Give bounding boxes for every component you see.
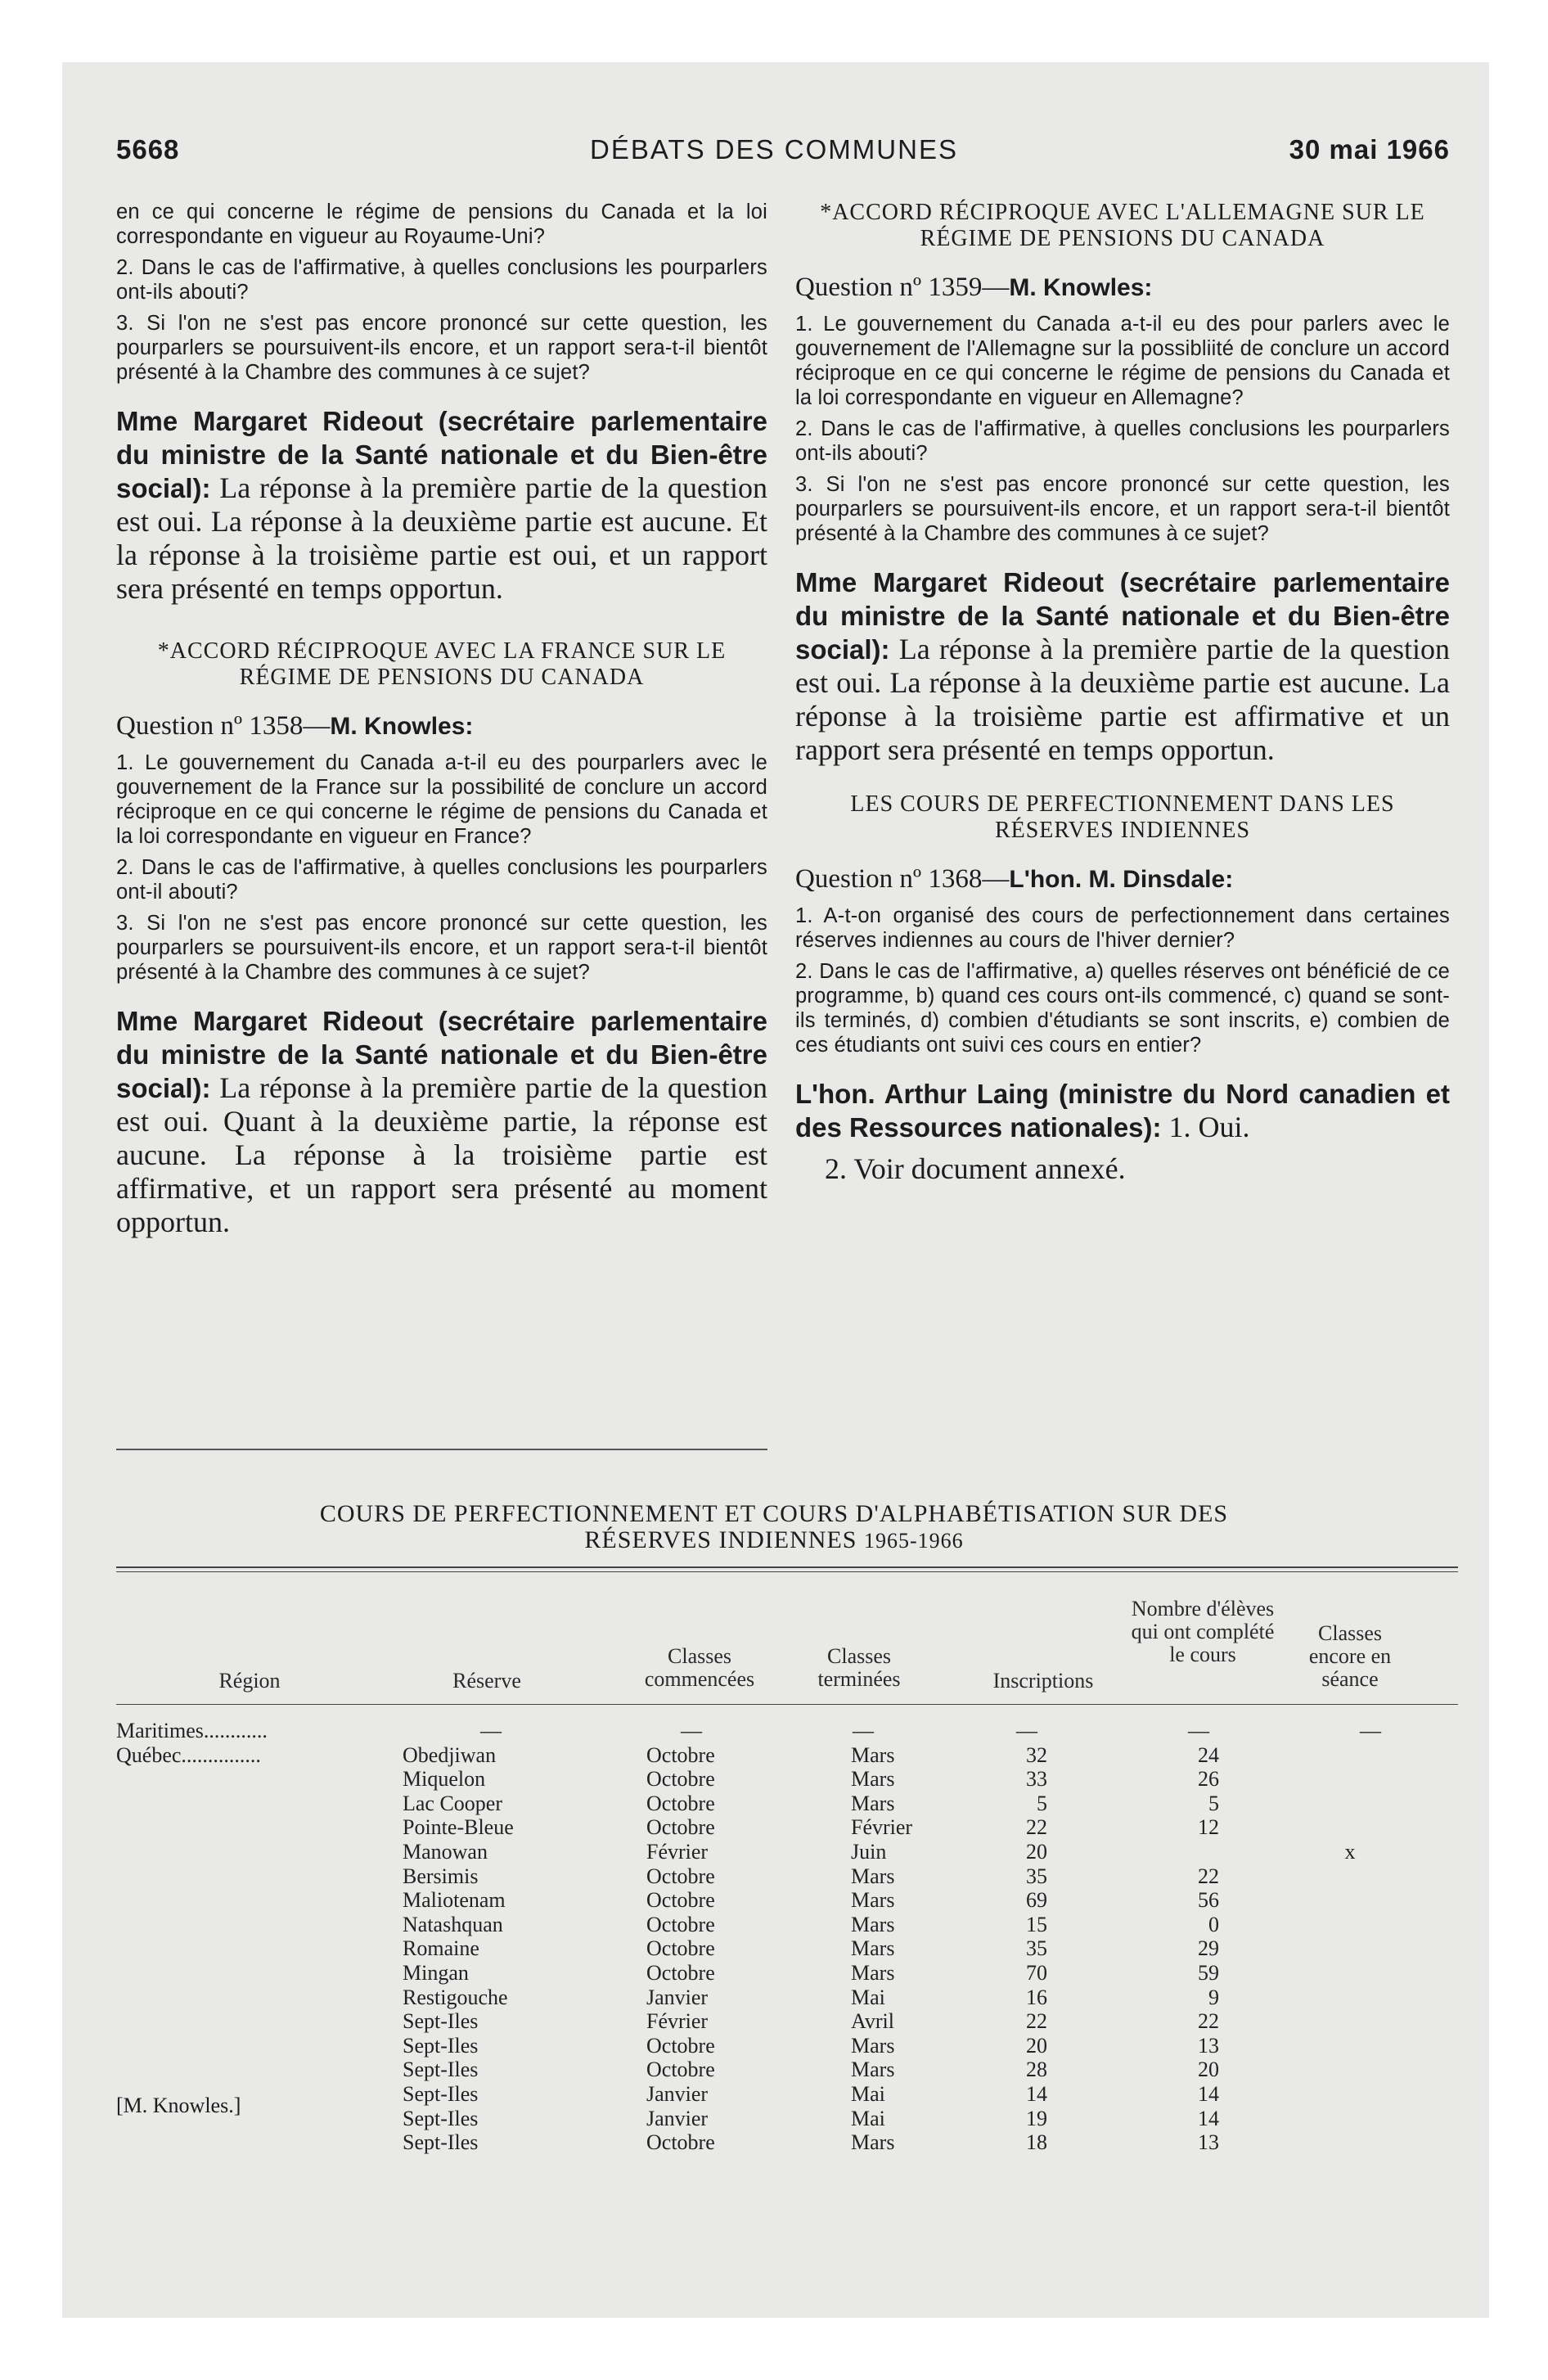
table-cell-ended: Mars <box>851 1888 895 1913</box>
table-cell-started: Octobre <box>646 1815 715 1840</box>
paragraph: 3. Si l'on ne s'est pas encore prononcé sur cette question, les pourparlers se poursuivent-ils encore, et un rapport sera-t-il bientôt présenté à la Chambre des communes à ce sujet? <box>116 312 767 384</box>
table-cell-reserve: Natashquan <box>403 1912 503 1936</box>
table-cell-started: Octobre <box>646 2058 715 2082</box>
table-cell-started: Février <box>646 1840 709 1864</box>
table-title-years: 1965-1966 <box>863 1529 964 1553</box>
table-cell-completed: 22 <box>1198 2009 1219 2034</box>
table-cell-reserve: Sept-Iles <box>403 2033 479 2058</box>
table-cell-ended: Juin <box>851 1840 887 1864</box>
table-cell-reserve: Sept-Iles <box>403 2082 479 2106</box>
table-cell-started: Octobre <box>646 1888 715 1913</box>
table-cell-enrolled: 35 <box>1026 1936 1047 1961</box>
paragraph: 2. Dans le cas de l'affirmative, à quelles conclusions les pourparlers ont-ils abouti? <box>795 417 1450 465</box>
table-cell-enrolled: 19 <box>1026 2106 1047 2130</box>
table-cell-reserve: Restigouche <box>403 1985 508 2009</box>
question-author: M. Knowles: <box>330 713 474 740</box>
table-cell-ended: Mars <box>851 1912 895 1936</box>
left-column <box>116 200 767 1264</box>
paragraph: 1. A-t-on organisé des cours de perfectionnement dans certaines réserves indiennes au cours de l'hiver dernier? <box>795 904 1450 952</box>
table-cell-enrolled: 20 <box>1026 2033 1047 2058</box>
column-divider-rule <box>116 1449 767 1450</box>
table-cell-ended: Mars <box>851 1864 895 1888</box>
table-cell-ended: Mai <box>851 1985 885 2009</box>
table-cell-ongoing: x <box>1344 1840 1356 1864</box>
table-cell-ended: Mars <box>851 1742 895 1767</box>
table-cell-completed: 14 <box>1198 2106 1219 2130</box>
section-title: LES COURS DE PERFECTIONNEMENT DANS LES RÉSERVES INDIENNES <box>850 791 1395 843</box>
table-cell-enrolled: 5 <box>1037 1791 1047 1815</box>
table-cell-started: Octobre <box>646 1961 715 1985</box>
table-cell-ended: — <box>853 1719 874 1742</box>
table-cell-completed: 24 <box>1198 1742 1219 1767</box>
table-cell-reserve: Mingan <box>403 1961 469 1985</box>
section-title: *ACCORD RÉCIPROQUE AVEC LA FRANCE SUR LE RÉGIME DE PENSIONS DU CANADA <box>157 638 727 690</box>
table-cell-reserve: Sept-Iles <box>403 2130 479 2155</box>
table-cell-enrolled: 32 <box>1026 1742 1047 1767</box>
table-cell-started: Octobre <box>646 1936 715 1961</box>
table-cell-ended: Mars <box>851 2058 895 2082</box>
table-cell-enrolled: 22 <box>1026 2009 1047 2034</box>
paragraph: 3. Si l'on ne s'est pas encore prononcé sur cette question, les pourparlers se poursuivent-ils encore, et un rapport sera-t-il bientôt présenté à la Chambre des communes à ce sujet? <box>116 912 767 984</box>
table-cell-completed: 20 <box>1198 2058 1219 2082</box>
table-cell-completed: — <box>1188 1719 1209 1742</box>
table-cell-completed: 59 <box>1198 1961 1219 1985</box>
question-label: Question nº 1359— <box>795 273 1010 302</box>
table-cell-reserve: — <box>480 1719 502 1742</box>
paragraph: 3. Si l'on ne s'est pas encore prononcé sur cette question, les pourparlers se poursuivent-ils encore, et un rapport sera-t-il bientôt présenté à la Chambre des communes à ce sujet? <box>795 473 1450 545</box>
table-cell-ended: Mai <box>851 2082 885 2106</box>
table-cell-reserve: Miquelon <box>403 1767 486 1792</box>
table-cell-started: Octobre <box>646 1742 715 1767</box>
answer-block <box>116 404 767 606</box>
table-cell-reserve: Obedjiwan <box>403 1742 497 1767</box>
table-cell-reserve: Pointe-Bleue <box>403 1815 514 1840</box>
answer-block <box>795 566 1450 767</box>
table-cell-completed: 26 <box>1198 1767 1219 1792</box>
table-cell-completed: 12 <box>1198 1815 1219 1840</box>
table-cell-enrolled: 16 <box>1026 1985 1047 2009</box>
right-column <box>795 200 1450 1210</box>
col-header-ongoing: Classes encore en séance <box>1308 1621 1392 1691</box>
table-cell-enrolled: 33 <box>1026 1767 1047 1792</box>
answer-text: 1. Oui. <box>1168 1111 1250 1143</box>
table-cell-enrolled: 20 <box>1026 1840 1047 1864</box>
table-cell-started: Janvier <box>646 1985 709 2009</box>
table-cell-region: Maritimes............ <box>116 1719 268 1742</box>
answer-text: La réponse à la première partie de la question est oui. La réponse à la deuxième partie est aucune. La réponse à la troisième partie est affirmative et un rapport sera présenté en temps opportun. <box>795 633 1451 766</box>
footer-note: [M. Knowles.] <box>116 2094 241 2117</box>
table-cell-ended: Mars <box>851 1791 895 1815</box>
paragraph: 1. Le gouvernement du Canada a-t-il eu des pour parlers avec le gouvernement de l'Allemagne sur la possibliité de conclure un accord réciproque en ce qui concerne le régime de pensions du Canada et la loi correspondante en vigueur en Allemagne? <box>795 313 1450 409</box>
table-cell-started: Janvier <box>646 2082 709 2106</box>
question-heading <box>795 863 1450 895</box>
table-title-line <box>0 1527 1548 1554</box>
table-cell-ended: Février <box>851 1815 913 1840</box>
table-cell-completed: 29 <box>1198 1936 1219 1961</box>
table-cell-ended: Mai <box>851 2106 885 2130</box>
speaker-name: L'hon. Arthur Laing (ministre du Nord canadien et des Ressources nationales): <box>795 1079 1450 1143</box>
paragraph: 1. Le gouvernement du Canada a-t-il eu des pourparlers avec le gouvernement de la France sur la possibilité de conclure un accord réciproque en ce qui concerne le régime de pensions du Canada et la loi correspondante en vigueur en France? <box>116 751 767 848</box>
table-cell-ended: Mars <box>851 1767 895 1792</box>
table-cell-completed: 56 <box>1198 1888 1219 1913</box>
table-cell-enrolled: 15 <box>1026 1912 1047 1936</box>
answer-text: La réponse à la première partie de la question est oui. La réponse à la deuxième partie est aucune. Et la réponse à la troisième partie est oui, et un rapport sera présenté en temps opportun. <box>116 471 767 605</box>
table-cell-ongoing: — <box>1360 1719 1381 1742</box>
question-author: L'hon. M. Dinsdale: <box>1009 866 1234 893</box>
page-date: 30 mai 1966 <box>1289 134 1450 165</box>
table-cell-ended: Mars <box>851 1961 895 1985</box>
table-cell-ended: Mars <box>851 1936 895 1961</box>
table-cell-started: Octobre <box>646 1791 715 1815</box>
table-cell-enrolled: 22 <box>1026 1815 1047 1840</box>
table-cell-ended: Avril <box>851 2009 894 2034</box>
answer-block <box>116 1004 767 1239</box>
table-cell-enrolled: 69 <box>1026 1888 1047 1913</box>
col-header-region: Région <box>218 1669 281 1693</box>
table-cell-completed: 13 <box>1198 2130 1219 2155</box>
table-cell-reserve: Sept-Iles <box>403 2106 479 2130</box>
table-cell-reserve: Maliotenam <box>403 1888 506 1913</box>
table-cell-reserve: Romaine <box>403 1936 479 1961</box>
table-title-line: COURS DE PERFECTIONNEMENT ET COURS D'ALPHABÉTISATION SUR DES <box>319 1500 1229 1527</box>
table-cell-enrolled: — <box>1016 1719 1037 1742</box>
paragraph: 2. Dans le cas de l'affirmative, a) quelles réserves ont bénéficié de ce programme, b) quand ces cours ont-ils commencé, c) quand se sont-ils terminés, d) combien d'étudiants se sont inscrits, e) combien de ces étudiants ont suivi ces cours en entier? <box>795 960 1450 1057</box>
table-top-rule-thin <box>116 1571 1458 1572</box>
section-title: *ACCORD RÉCIPROQUE AVEC L'ALLEMAGNE SUR LE RÉGIME DE PENSIONS DU CANADA <box>820 200 1425 251</box>
table-title <box>0 1501 1548 1554</box>
table-cell-started: Octobre <box>646 2033 715 2058</box>
col-header-started: Classes commencées <box>644 1644 755 1691</box>
speaker-name: Mme Margaret Rideout (secrétaire parlementaire du ministre de la Santé nationale et du Bien-être social): <box>795 567 1450 665</box>
table-cell-started: Octobre <box>646 1912 715 1936</box>
paragraph: 2. Dans le cas de l'affirmative, à quelles conclusions les pourparlers ont-ils abouti? <box>116 256 767 304</box>
table-cell-completed: 5 <box>1208 1791 1219 1815</box>
table-cell-started: Octobre <box>646 1767 715 1792</box>
question-heading <box>116 710 767 742</box>
table-cell-reserve: Manowan <box>403 1840 488 1864</box>
speaker-name: Mme Margaret Rideout (secrétaire parlementaire du ministre de la Santé nationale et du Bien-être social): <box>116 1006 767 1103</box>
table-cell-completed: 9 <box>1208 1985 1219 2009</box>
col-header-ended: Classes terminées <box>817 1644 901 1691</box>
table-cell-enrolled: 18 <box>1026 2130 1047 2155</box>
paragraph: en ce qui concerne le régime de pensions du Canada et la loi correspondante en vigueur au Royaume-Uni? <box>116 201 767 248</box>
page-number: 5668 <box>116 134 180 165</box>
table-cell-region: Québec............... <box>116 1742 261 1767</box>
table-cell-reserve: Sept-Iles <box>403 2058 479 2082</box>
question-heading <box>795 272 1450 304</box>
table-cell-reserve: Bersimis <box>403 1864 479 1888</box>
table-cell-completed: 22 <box>1198 1864 1219 1888</box>
paragraph: 2. Dans le cas de l'affirmative, à quelles conclusions les pourparlers ont-il abouti? <box>116 856 767 904</box>
page-title: DÉBATS DES COMMUNES <box>590 134 958 165</box>
table-cell-enrolled: 14 <box>1026 2082 1047 2106</box>
table-cell-started: Octobre <box>646 1864 715 1888</box>
table-cell-reserve: Lac Cooper <box>403 1791 503 1815</box>
table-cell-reserve: Sept-Iles <box>403 2009 479 2034</box>
table-top-rule <box>116 1566 1458 1568</box>
table-cell-completed: 14 <box>1198 2082 1219 2106</box>
table-cell-started: Février <box>646 2009 709 2034</box>
table-header-rule <box>116 1704 1458 1705</box>
table-cell-started: Janvier <box>646 2106 709 2130</box>
table-cell-completed: 0 <box>1208 1912 1219 1936</box>
table-cell-ended: Mars <box>851 2130 895 2155</box>
table-cell-enrolled: 35 <box>1026 1864 1047 1888</box>
col-header-completed: Nombre d'élèves qui ont complété le cours <box>1131 1597 1275 1666</box>
answer-block <box>795 1077 1450 1144</box>
table-cell-enrolled: 28 <box>1026 2058 1047 2082</box>
table-cell-completed: 13 <box>1198 2033 1219 2058</box>
question-label: Question nº 1358— <box>116 711 331 741</box>
table-title-text: RÉSERVES INDIENNES <box>584 1526 857 1553</box>
table-cell-started: Octobre <box>646 2130 715 2155</box>
col-header-reserve: Réserve <box>452 1669 521 1693</box>
question-author: M. Knowles: <box>1009 274 1153 301</box>
table-cell-started: — <box>681 1719 702 1742</box>
table-cell-enrolled: 70 <box>1026 1961 1047 1985</box>
answer-text: La réponse à la première partie de la question est oui. Quant à la deuxième partie, la réponse est aucune. La réponse à la troisième partie est affirmative, et un rapport sera présenté au moment opportun. <box>116 1071 767 1238</box>
col-header-enrolled: Inscriptions <box>992 1669 1094 1693</box>
question-label: Question nº 1368— <box>795 864 1010 894</box>
table-cell-ended: Mars <box>851 2033 895 2058</box>
speaker-name: Mme Margaret Rideout (secrétaire parlementaire du ministre de la Santé nationale et du Bien-être social): <box>116 406 767 503</box>
answer-text: 2. Voir document annexé. <box>825 1152 1126 1185</box>
